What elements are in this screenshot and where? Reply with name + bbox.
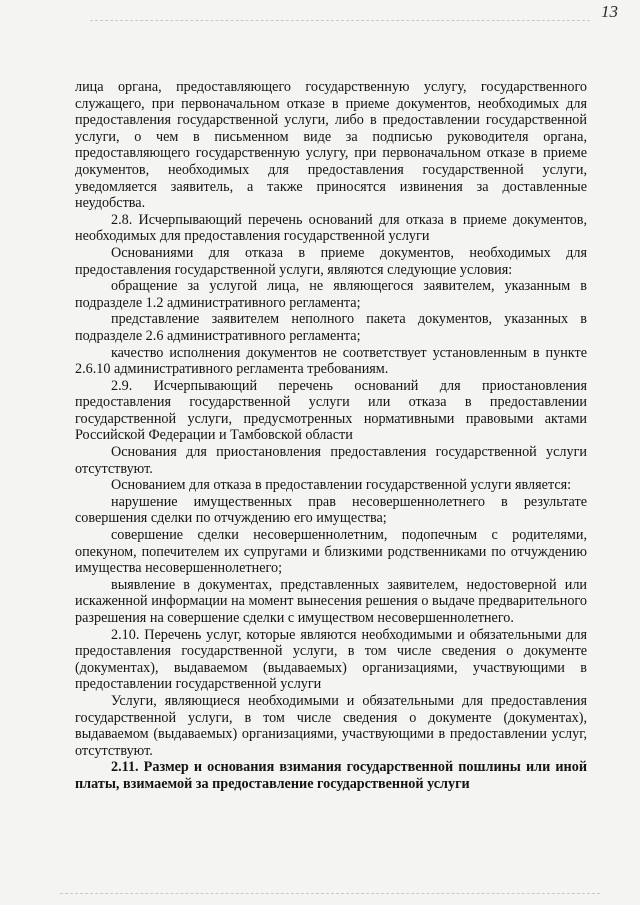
paragraph: нарушение имущественных прав несовершеннолетнего в результате совершения сделки по отчуждению его имущества; [75,493,587,527]
paragraph: представление заявителем неполного пакета документов, указанных в подразделе 2.6 административного регламента; [75,311,587,344]
paragraph: Основаниями для отказа в приеме документов, необходимых для предоставления государственной услуги, являются следующие условия: [75,244,587,278]
paragraph: 2.11. Размер и основания взимания государственной пошлины или иной платы, взимаемой за предоставление государственной услуги [75,759,587,792]
paragraph: качество исполнения документов не соответствует установленным в пункте 2.6.10 административного регламента требованиям. [75,344,587,378]
paragraph: 2.10. Перечень услуг, которые являются необходимыми и обязательными для предоставления государственной услуги, в том числе сведения о документе (документах), выдаваемом (выдаваемых) организациями, участвующими в предоставлении государственной услуги [75,626,587,693]
paragraph: обращение за услугой лица, не являющегося заявителем, указанным в подразделе 1.2 административного регламента; [75,278,587,311]
paragraph: выявление в документах, представленных заявителем, недостоверной или искаженной информации на момент вынесения решения о выдаче предварительного разрешения на совершение сделки с имуществом несовершеннолетнего. [75,576,587,626]
document-body [75,79,587,793]
paragraph: Услуги, являющиеся необходимыми и обязательными для предоставления государственной услуги, в том числе сведения о документе (документах), выдаваемом (выдаваемых) организациями, участвующими в предоставлении услуг, отсутствуют. [75,692,587,759]
scan-artifact-top [90,20,590,21]
paragraph: Основания для приостановления предоставления государственной услуги отсутствуют. [75,444,587,477]
paragraph: лица органа, предоставляющего государственную услугу, государственного служащего, при первоначальном отказе в приеме документов, необходимых для предоставления государственной услуги, либо в предоставлении государственной услуги, о чем в письменном виде за подписью руководителя органа, предоставляющего государственную услугу, при первоначальном отказе в приеме документов, необходимых для предоставления государственной услуги, уведомляется заявитель, а также приносятся извинения за доставленные неудобства. [75,79,587,212]
paragraph: 2.8. Исчерпывающий перечень оснований для отказа в приеме документов, необходимых для предоставления государственной услуги [75,211,587,245]
paragraph: совершение сделки несовершеннолетним, подопечным с родителями, опекуном, попечителем их супругами и близкими родственниками по отчуждению имущества несовершеннолетнего; [75,527,587,577]
page-number: 13 [601,2,618,21]
paragraph: 2.9. Исчерпывающий перечень оснований для приостановления предоставления государственной услуги или отказа в предоставлении государственной услуги, предусмотренных нормативными правовыми актами Российской Федерации и Тамбовской области [75,377,587,444]
scan-artifact-bottom [60,893,600,894]
paragraph: Основанием для отказа в предоставлении государственной услуги является: [111,477,572,494]
